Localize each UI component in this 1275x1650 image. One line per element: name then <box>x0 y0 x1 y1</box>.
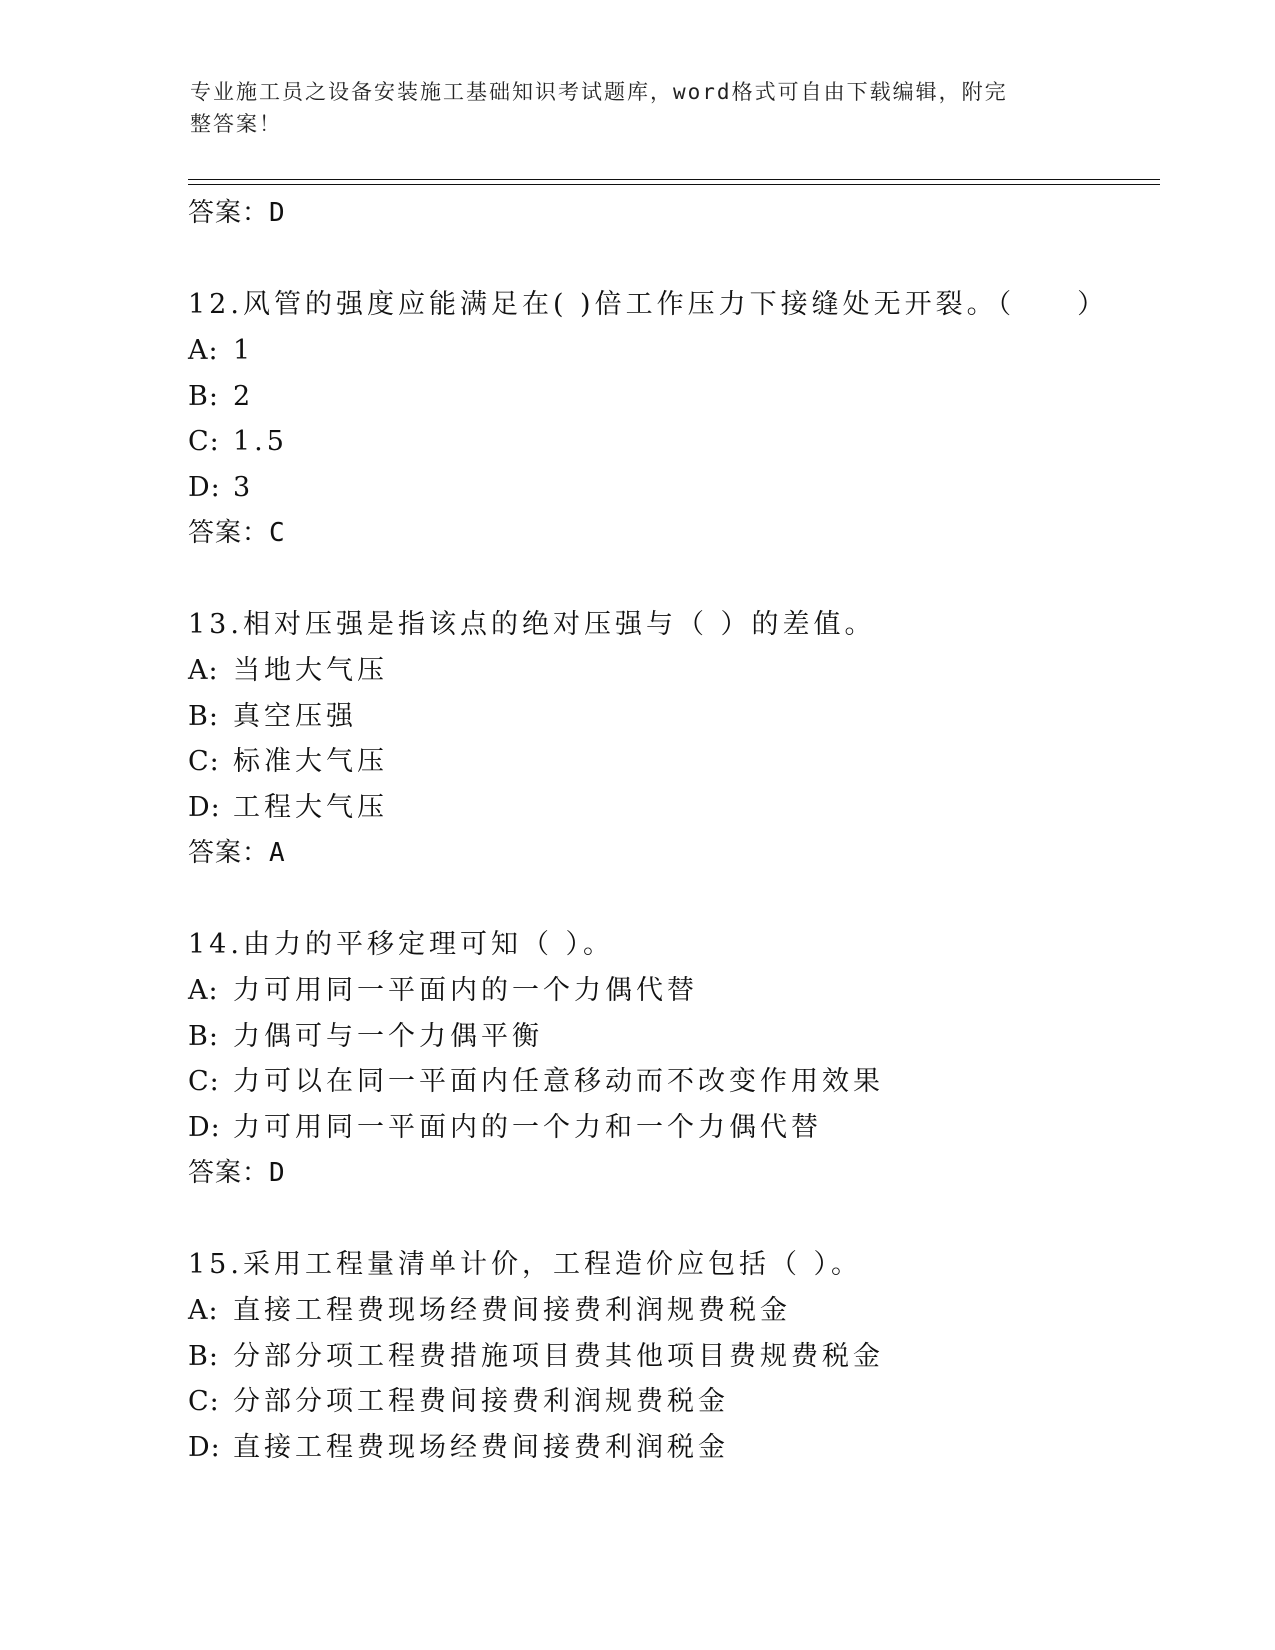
option-label: A: <box>188 335 219 366</box>
option-label: D: <box>188 791 221 823</box>
option-b <box>188 694 1168 740</box>
option-text: 分部分项工程费措施项目费其他项目费规费税金 <box>233 1340 884 1372</box>
option-text: 工程大气压 <box>233 791 388 823</box>
option-label: C: <box>188 746 220 777</box>
option-label: A: <box>188 655 219 686</box>
document-header <box>190 76 1070 140</box>
option-a <box>188 328 1168 374</box>
header-line-1: 专业施工员之设备安装施工基础知识考试题库，word格式可自由下载编辑，附完 <box>190 80 1008 104</box>
option-label: D: <box>188 1111 221 1143</box>
option-text: 1 <box>233 335 255 366</box>
option-text: 力偶可与一个力偶平衡 <box>233 1020 543 1052</box>
question-text: 13.相对压强是指该点的绝对压强与（ ）的差值。 <box>188 609 876 640</box>
answer: 答案：C <box>188 518 286 548</box>
option-text: 力可用同一平面内的一个力和一个力偶代替 <box>233 1111 822 1143</box>
header-divider-top <box>188 179 1160 180</box>
option-a <box>188 968 1168 1014</box>
option-c <box>188 739 1168 785</box>
option-label: B: <box>188 1340 219 1372</box>
option-text: 2 <box>233 380 255 412</box>
option-text: 标准大气压 <box>233 746 388 777</box>
header-divider-bottom <box>188 184 1160 185</box>
question-13 <box>188 602 1168 876</box>
question-text: 12.风管的强度应能满足在( )倍工作压力下接缝处无开裂。（ ） <box>188 289 1109 320</box>
question-15 <box>188 1242 1168 1470</box>
answer: 答案：A <box>188 838 286 868</box>
option-text: 分部分项工程费间接费利润规费税金 <box>233 1386 729 1417</box>
option-d <box>188 1425 1168 1471</box>
option-d <box>188 465 1168 511</box>
option-text: 力可用同一平面内的一个力偶代替 <box>233 975 698 1006</box>
option-text: 直接工程费现场经费间接费利润税金 <box>233 1431 729 1463</box>
option-label: D: <box>188 1431 221 1463</box>
previous-answer: 答案：D <box>188 198 286 228</box>
question-12 <box>188 282 1168 556</box>
option-label: B: <box>188 380 219 412</box>
option-text: 力可以在同一平面内任意移动而不改变作用效果 <box>233 1066 884 1097</box>
option-label: B: <box>188 1020 219 1052</box>
option-label: D: <box>188 471 221 503</box>
answer: 答案：D <box>188 1158 286 1188</box>
header-line-2: 整答案！ <box>190 112 282 136</box>
option-b <box>188 1014 1168 1060</box>
option-c <box>188 419 1168 465</box>
option-a <box>188 1288 1168 1334</box>
option-label: A: <box>188 975 219 1006</box>
option-label: B: <box>188 700 219 732</box>
option-text: 真空压强 <box>233 700 357 732</box>
option-label: C: <box>188 1066 220 1097</box>
option-b <box>188 1334 1168 1380</box>
option-d <box>188 785 1168 831</box>
option-b <box>188 374 1168 420</box>
option-label: C: <box>188 426 220 457</box>
option-text: 3 <box>233 471 255 503</box>
option-a <box>188 648 1168 694</box>
option-label: C: <box>188 1386 220 1417</box>
option-c <box>188 1059 1168 1105</box>
option-text: 直接工程费现场经费间接费利润规费税金 <box>233 1295 791 1326</box>
option-text: 1.5 <box>233 426 288 457</box>
question-14 <box>188 922 1168 1196</box>
option-d <box>188 1105 1168 1151</box>
question-text: 15.采用工程量清单计价，工程造价应包括（ ）。 <box>188 1249 863 1280</box>
option-label: A: <box>188 1295 219 1326</box>
option-c <box>188 1379 1168 1425</box>
question-text: 14.由力的平移定理可知（ ）。 <box>188 929 615 960</box>
question-list <box>188 190 1168 1470</box>
option-text: 当地大气压 <box>233 655 388 686</box>
